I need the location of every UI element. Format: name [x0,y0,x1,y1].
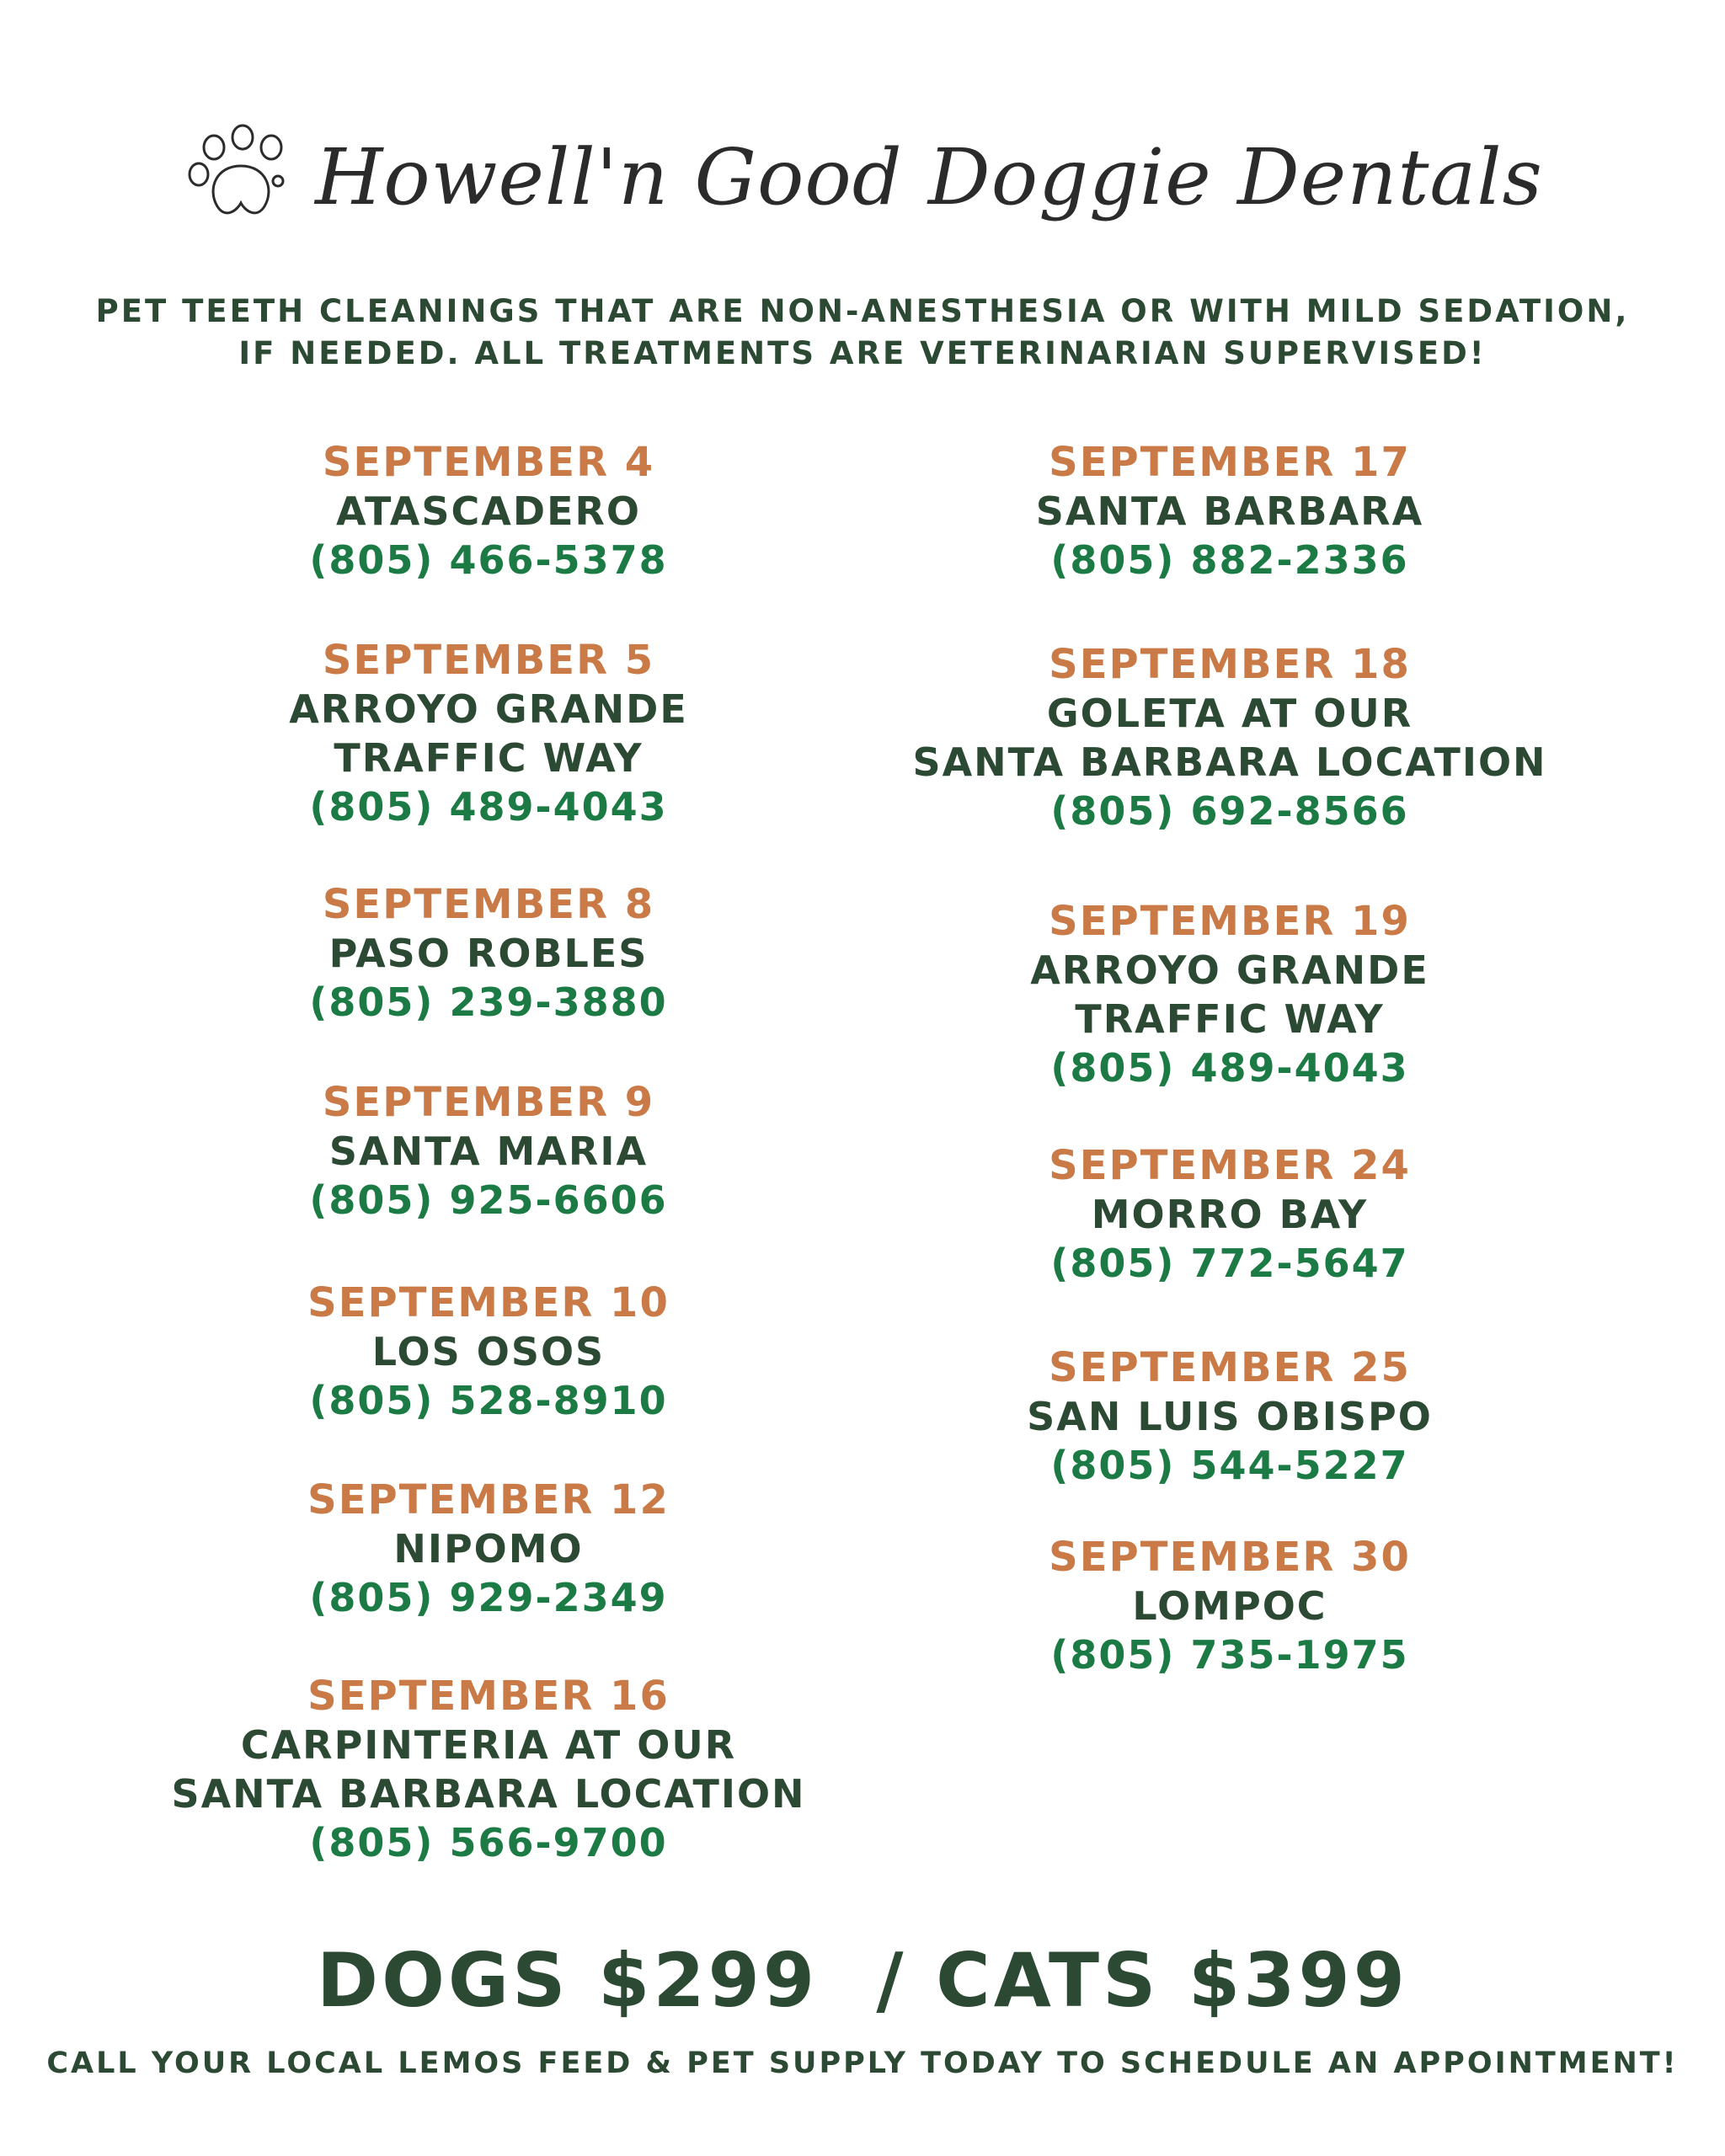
schedule-entry [84,880,893,1027]
event-phone[interactable]: (805) 489-4043 [309,784,668,830]
intro-line-1: PET TEETH CLEANINGS THAT ARE NON-ANESTHESIA OR WITH MILD SEDATION, [95,293,1630,329]
event-date: SEPTEMBER 17 [1049,439,1411,486]
event-phone[interactable]: (805) 772-5647 [1050,1241,1409,1286]
event-location: SAN LUIS OBISPO [1027,1394,1433,1439]
event-phone[interactable]: (805) 528-8910 [309,1378,668,1423]
event-location: SANTA MARIA [328,1129,649,1174]
event-phone[interactable]: (805) 566-9700 [309,1820,668,1865]
schedule-entry [825,897,1634,1092]
intro-line-2: IF NEEDED. ALL TREATMENTS ARE VETERINARIAN SUPERVISED! [238,335,1487,371]
event-location: SANTA BARBARA [1035,488,1424,534]
event-phone[interactable]: (805) 489-4043 [1050,1045,1409,1091]
event-location: LOMPOC [1132,1583,1327,1629]
event-date: SEPTEMBER 8 [322,881,655,928]
event-phone[interactable]: (805) 735-1975 [1050,1632,1409,1678]
event-date: SEPTEMBER 24 [1049,1142,1411,1189]
event-location: CARPINTERIA AT OUR SANTA BARBARA LOCATION [171,1722,806,1817]
event-date: SEPTEMBER 25 [1049,1344,1411,1391]
event-phone[interactable]: (805) 882-2336 [1050,537,1409,583]
schedule-entry [84,1476,893,1622]
event-date: SEPTEMBER 5 [322,637,655,684]
event-location: LOS OSOS [371,1329,606,1374]
schedule-entry [825,640,1634,835]
event-phone[interactable]: (805) 929-2349 [309,1575,668,1620]
event-date: SEPTEMBER 19 [1049,898,1411,945]
event-phone[interactable]: (805) 239-3880 [309,979,668,1025]
event-date: SEPTEMBER 16 [307,1673,670,1720]
event-location: GOLETA AT OUR SANTA BARBARA LOCATION [912,691,1547,785]
schedule-entry [84,1672,893,1867]
intro-text [84,291,1641,375]
schedule-entry [825,1141,1634,1288]
event-location: ATASCADERO [335,488,642,534]
event-date: SEPTEMBER 10 [307,1279,670,1326]
event-date: SEPTEMBER 30 [1049,1534,1411,1581]
event-location: ARROYO GRANDE TRAFFIC WAY [289,686,688,781]
schedule-entry [84,1078,893,1225]
schedule-entry [825,1533,1634,1679]
pricing: DOGS $299 / CATS $399 [317,1937,1408,2024]
paw-print-icon [182,122,300,232]
schedule-entry [84,438,893,584]
event-date: SEPTEMBER 12 [307,1476,670,1524]
event-location: MORRO BAY [1091,1192,1369,1237]
schedule-entry [84,1278,893,1425]
brand-name: Howell'n Good Doggie Dentals [315,131,1543,222]
event-phone[interactable]: (805) 466-5378 [309,537,668,583]
schedule-entry [84,636,893,831]
event-phone[interactable]: (805) 925-6606 [309,1177,668,1223]
event-location: NIPOMO [393,1526,584,1572]
call-to-action: CALL YOUR LOCAL LEMOS FEED & PET SUPPLY TODAY TO SCHEDULE AN APPOINTMENT! [46,2047,1679,2080]
event-date: SEPTEMBER 18 [1049,641,1411,688]
event-phone[interactable]: (805) 692-8566 [1050,788,1409,834]
event-date: SEPTEMBER 4 [322,439,655,486]
schedule-entry [825,1343,1634,1490]
brand-logo [0,101,1725,253]
event-location: PASO ROBLES [328,931,649,976]
event-phone[interactable]: (805) 544-5227 [1050,1443,1409,1488]
event-location: ARROYO GRANDE TRAFFIC WAY [1030,947,1429,1042]
schedule-entry [825,438,1634,584]
event-date: SEPTEMBER 9 [322,1079,655,1126]
